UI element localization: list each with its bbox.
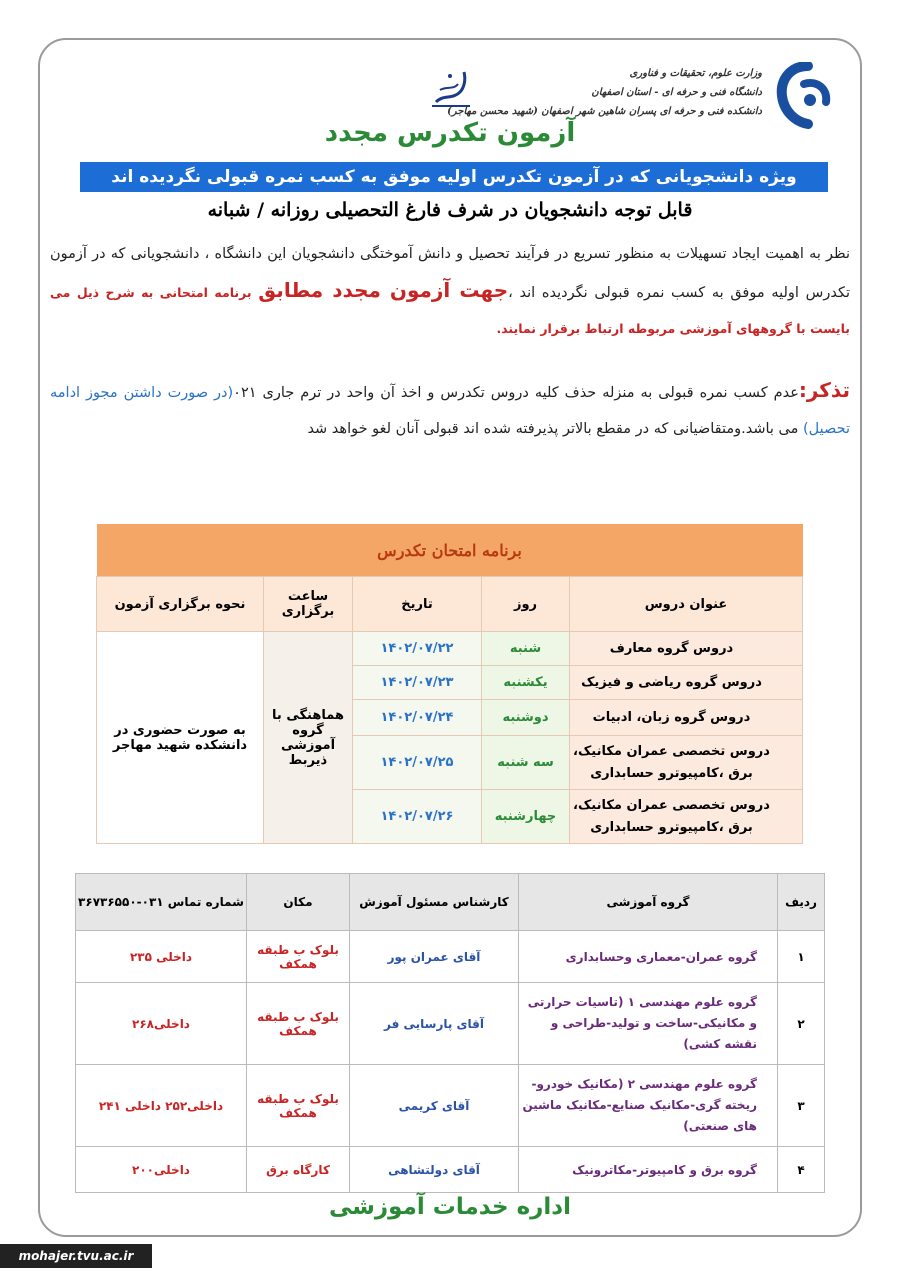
page-title: آزمون تکدرس مجدد <box>324 118 576 148</box>
intro-text-1: نظر به اهمیت ایجاد تسهیلات به منظور تسریع در فرآیند تحصیل و دانش آموختگی دانشجویان این دانشگاه ، دانشجویانی که در آزمون تکدرس اولیه موفق به کسب نمره قبولی نگردیده اند ، <box>50 246 850 301</box>
day-cell: یکشنبه <box>482 666 570 700</box>
col-time: ساعت برگزاری <box>264 577 353 632</box>
group-cell: گروه علوم مهندسی ۱ (تاسیات حرارتی و مکانیکی-ساخت و تولید-طراحی و نقشه کشی) <box>519 983 778 1065</box>
date-cell: ۱۴۰۲/۰۷/۲۵ <box>353 736 482 790</box>
phone-cell: داخلی۲۶۸ <box>76 983 247 1065</box>
reminder-blue-text: (در صورت داشتن مجوز ادامه تحصیل) <box>50 385 850 437</box>
intro-paragraph <box>50 236 850 347</box>
expert-cell: آقای کریمی <box>350 1065 519 1147</box>
date-cell: ۱۴۰۲/۰۷/۲۶ <box>353 790 482 844</box>
row-number: ۳ <box>778 1065 825 1147</box>
expert-cell: آقای دولتشاهی <box>350 1147 519 1193</box>
col-course: عنوان دروس <box>570 577 803 632</box>
contact-table <box>75 873 825 1193</box>
date-cell: ۱۴۰۲/۰۷/۲۳ <box>353 666 482 700</box>
ministry-line: دانشگاه فنی و حرفه ای - استان اصفهان <box>591 87 762 98</box>
reminder-text-1: عدم کسب نمره قبولی به منزله حذف کلیه دروس تکدرس و اخذ آن واحد در ترم جاری ۰۲۱ <box>233 385 799 401</box>
intro-highlight: جهت آزمون مجدد مطابق <box>258 278 509 302</box>
course-cell: دروس گروه معارف <box>570 632 803 666</box>
reminder-paragraph <box>50 372 850 447</box>
page-subtitle: قابل توجه دانشجویان در شرف فارغ التحصیلی روزانه / شبانه <box>207 199 693 221</box>
reminder-text-2: می باشد.ومتقاضیانی که در مقطع بالاتر پذیرفته شده اند قبولی آنان لغو خواهد شد <box>307 421 799 437</box>
group-cell: گروه علوم مهندسی ۲ (مکانیک خودرو-ریخته گری-مکانیک صنایع-مکانیک ماشین های صنعتی) <box>519 1065 778 1147</box>
row-number: ۲ <box>778 983 825 1065</box>
reminder-label: تذکر: <box>798 378 850 402</box>
exam-table-title: برنامه امتحان تکدرس <box>97 524 803 577</box>
phone-cell: داخلی ۲۳۵ <box>76 931 247 983</box>
ministry-line: وزارت علوم، تحقیقات و فناوری <box>629 68 762 79</box>
place-cell: بلوک ب طبقه همکف <box>247 931 350 983</box>
target-audience-banner: ویژه دانشجویانی که در آزمون تکدرس اولیه موفق به کسب نمره قبولی نگردیده اند <box>80 162 828 192</box>
group-cell: گروه برق و کامپیوتر-مکاترونیک <box>519 1147 778 1193</box>
place-cell: کارگاه برق <box>247 1147 350 1193</box>
date-cell: ۱۴۰۲/۰۷/۲۴ <box>353 700 482 736</box>
day-cell: شنبه <box>482 632 570 666</box>
day-cell: دوشنبه <box>482 700 570 736</box>
place-cell: بلوک ب طبقه همکف <box>247 1065 350 1147</box>
col-day: روز <box>482 577 570 632</box>
day-cell: چهارشنبه <box>482 790 570 844</box>
phone-cell: داخلی۲۰۰ <box>76 1147 247 1193</box>
phone-cell: داخلی۲۵۲ داخلی ۲۴۱ <box>76 1065 247 1147</box>
group-cell: گروه عمران-معماری وحسابداری <box>519 931 778 983</box>
course-cell: دروس تخصصی عمران مکانیک، برق ،کامپیوترو حسابداری <box>570 736 803 790</box>
col-date: تاریخ <box>353 577 482 632</box>
time-merged-cell: هماهنگی با گروه آموزشی ذیربط <box>264 632 353 844</box>
col-method: نحوه برگزاری آزمون <box>97 577 264 632</box>
course-cell: دروس تخصصی عمران مکانیک، برق ،کامپیوترو حسابداری <box>570 790 803 844</box>
expert-cell: آقای عمران پور <box>350 931 519 983</box>
course-cell: دروس گروه زبان، ادبیات <box>570 700 803 736</box>
col-row-number: ردیف <box>778 874 825 931</box>
col-place: مکان <box>247 874 350 931</box>
col-group: گروه آموزشی <box>519 874 778 931</box>
method-merged-cell: به صورت حضوری در دانشکده شهید مهاجر <box>97 632 264 844</box>
intro-text-2: برنامه امتحانی به شرح ذیل می بایست با گروههای آموزشی مربوطه ارتباط برقرار نمایند. <box>50 285 850 336</box>
row-number: ۱ <box>778 931 825 983</box>
website-link[interactable]: mohajer.tvu.ac.ir <box>0 1244 152 1268</box>
day-cell: سه شنبه <box>482 736 570 790</box>
place-cell: بلوک ب طبقه همکف <box>247 983 350 1065</box>
col-phone: شماره تماس ۰۳۱-۳۶۷۳۶۵۵۰ <box>76 874 247 931</box>
ministry-line: دانشکده فنی و حرفه ای پسران شاهین شهر اصفهان (شهید محسن مهاجر) <box>447 106 762 117</box>
col-expert: کارشناس مسئول آموزش <box>350 874 519 931</box>
footer-office-name: اداره خدمات آموزشی <box>329 1194 571 1220</box>
ministry-header <box>447 64 762 121</box>
row-number: ۴ <box>778 1147 825 1193</box>
exam-schedule-table <box>96 524 803 844</box>
date-cell: ۱۴۰۲/۰۷/۲۲ <box>353 632 482 666</box>
course-cell: دروس گروه ریاضی و فیزیک <box>570 666 803 700</box>
expert-cell: آقای پارسایی فر <box>350 983 519 1065</box>
